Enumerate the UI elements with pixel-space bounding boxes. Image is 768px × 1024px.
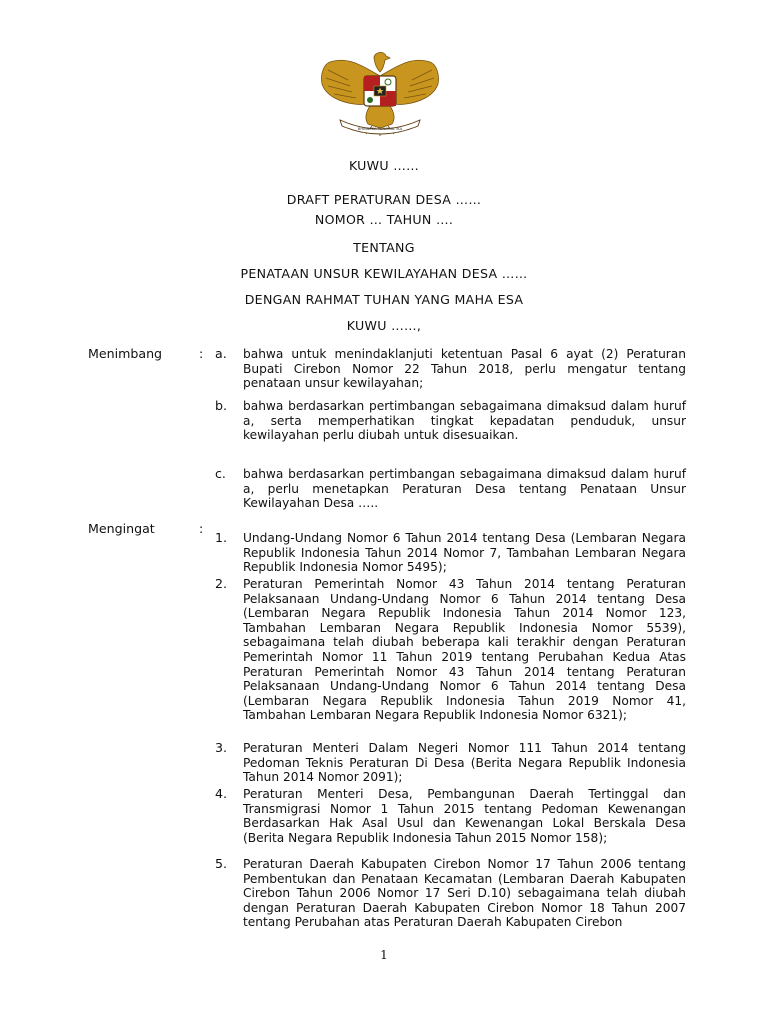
mengingat-label: Mengingat (88, 521, 155, 536)
menimbang-item-text: bahwa berdasarkan pertimbangan sebagaimana dimaksud dalam huruf a, serta memperhatikan tingkat kepadatan penduduk, unsur kewilayahan perlu diubah untuk disesuaikan. (243, 399, 686, 443)
subject-heading: PENATAAN UNSUR KEWILAYAHAN DESA …… (240, 266, 528, 281)
garuda-emblem-icon (318, 46, 442, 138)
draft-title: DRAFT PERATURAN DESA …… (286, 192, 482, 207)
menimbang-marker: a. (215, 346, 227, 361)
mengingat-item-text: Peraturan Pemerintah Nomor 43 Tahun 2014 tentang Peraturan Pelaksanaan Undang-Undang Nomor 6 Tahun 2014 tentang Desa (Lembaran Negara Republik Indonesia Tahun 2014 Nomor 123, Tambahan Lembaran Negara Republik Indonesia Nomor 5539), sebagaimana telah diubah beberapa kali terakhir dengan Peraturan Pemerintah Nomor 11 Tahun 2019 tentang Perubahan Kedua Atas Peraturan Pemerintah Nomor 43 Tahun 2014 tentang Peraturan Pelaksanaan Undang-Undang Nomor 6 Tahun 2014 tentang Desa (Lembaran Negara Republik Indonesia Tahun 2019 Nomor 41, Tambahan Lembaran Negara Republik Indonesia Nomor 6321); (243, 577, 686, 723)
tentang-heading: TENTANG (353, 240, 415, 255)
kuwu-sign-heading: KUWU ……, (346, 318, 422, 333)
mengingat-marker: 3. (215, 740, 228, 755)
mengingat-marker: 1. (215, 530, 228, 545)
invocation-heading: DENGAN RAHMAT TUHAN YANG MAHA ESA (244, 292, 524, 307)
menimbang-marker: c. (215, 466, 226, 481)
kuwu-heading: KUWU …… (348, 158, 420, 173)
menimbang-marker: b. (215, 398, 227, 413)
emblem-motto: BHINNEKA TUNGGAL IKA (357, 127, 403, 131)
mengingat-item-text: Peraturan Menteri Desa, Pembangunan Daerah Tertinggal dan Transmigrasi Nomor 1 Tahun 2015 tentang Pedoman Kewenangan Berdasarkan Hak Asal Usul dan Kewenangan Lokal Berskala Desa (Berita Negara Republik Indonesia Tahun 2015 Nomor 158); (243, 787, 686, 845)
mengingat-item-text: Peraturan Menteri Dalam Negeri Nomor 111 Tahun 2014 tentang Pedoman Teknis Peraturan Di Desa (Berita Negara Republik Indonesia Tahun 2014 Nomor 2091); (243, 741, 686, 785)
mengingat-marker: 5. (215, 856, 228, 871)
page-number: 1 (380, 948, 388, 962)
mengingat-colon: : (199, 521, 204, 536)
menimbang-item-text: bahwa berdasarkan pertimbangan sebagaimana dimaksud dalam huruf a, perlu menetapkan Peraturan Desa tentang Penataan Unsur Kewilayahan Desa ….. (243, 467, 686, 511)
menimbang-item-text: bahwa untuk menindaklanjuti ketentuan Pasal 6 ayat (2) Peraturan Bupati Cirebon Nomor 22 Tahun 2018, perlu mengatur tentang penataan unsur kewilayahan; (243, 347, 686, 391)
menimbang-colon: : (199, 346, 204, 361)
mengingat-marker: 4. (215, 786, 228, 801)
mengingat-item-text: Peraturan Daerah Kabupaten Cirebon Nomor 17 Tahun 2006 tentang Pembentukan dan Penataan Kecamatan (Lembaran Daerah Kabupaten Cirebon Tahun 2006 Nomor 17 Seri D.10) sebagaimana telah diubah dengan Peraturan Daerah Kabupaten Cirebon Nomor 18 Tahun 2007 tentang Perubahan atas Peraturan Daerah Kabupaten Cirebon (243, 857, 686, 930)
menimbang-label: Menimbang (88, 346, 163, 361)
nomor-tahun: NOMOR … TAHUN …. (314, 212, 454, 227)
mengingat-marker: 2. (215, 576, 228, 591)
mengingat-item-text: Undang-Undang Nomor 6 Tahun 2014 tentang Desa (Lembaran Negara Republik Indonesia Tahun 2014 Nomor 7, Tambahan Lembaran Negara Republik Indonesia Nomor 5495); (243, 531, 686, 575)
